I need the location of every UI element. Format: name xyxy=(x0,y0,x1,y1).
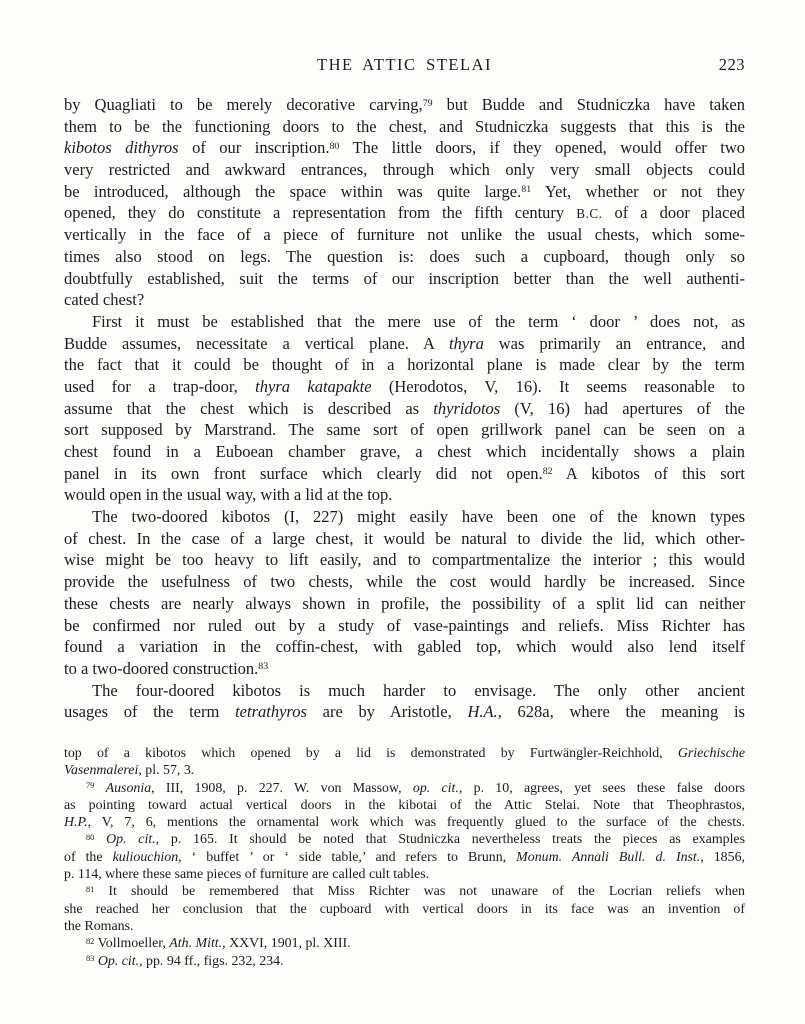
text-run: assume that the chest which is described as xyxy=(64,398,434,418)
text-line xyxy=(64,883,745,900)
text-line xyxy=(64,814,745,831)
text-run: sort supposed by Marstrand. The same sort of open grillwork panel can be seen on a xyxy=(64,420,745,440)
text-line xyxy=(64,901,745,918)
text-line xyxy=(64,615,745,637)
running-title: THE ATTIC STELAI xyxy=(317,55,492,74)
text-line xyxy=(64,780,745,797)
text-run: of chest. In the case of a large chest, it would be natural to divide the lid, which other- xyxy=(64,528,745,548)
text-line xyxy=(64,159,745,181)
paragraph xyxy=(64,883,745,935)
text-line xyxy=(64,224,745,246)
text-run: used for a trap-door, xyxy=(64,376,256,396)
text-line xyxy=(64,246,745,268)
text-run: opened, they do constitute a representation from the fifth century xyxy=(64,203,577,223)
text-line xyxy=(64,636,745,658)
text-run: (V, 16) had apertures of the xyxy=(500,398,745,418)
text-line xyxy=(64,202,745,224)
smallcaps-run: B.C. xyxy=(576,206,603,222)
text-run: , V, 7, 6, mentions the ornamental work which was frequently glued to the surface of the chests. xyxy=(87,815,745,831)
footnote-marker: 83 xyxy=(258,661,269,673)
page-number: 223 xyxy=(718,55,745,74)
footnote-marker: 82 xyxy=(542,466,553,478)
text-line xyxy=(64,354,745,376)
paragraph xyxy=(64,831,745,883)
italic-run: Op. cit. xyxy=(106,832,156,848)
text-run: , p. 10, agrees, yet sees these false doors xyxy=(458,780,745,796)
body-text xyxy=(64,94,745,723)
italic-run: thyra xyxy=(448,333,484,353)
text-run: , 628a, where the meaning is xyxy=(497,702,745,722)
italic-run: H.P. xyxy=(64,815,88,831)
text-run: she reached her conclusion that the cupboard with vertical doors in its face was an invention of xyxy=(64,901,745,917)
text-run: usages of the term xyxy=(64,702,236,722)
text-line xyxy=(64,918,745,935)
text-run: , p. 165. It should be noted that Studniczka nevertheless treats the pieces as examples xyxy=(155,832,745,848)
text-line xyxy=(64,181,745,203)
footnote-marker: 81 xyxy=(86,884,95,894)
text-run: It should be remembered that Miss Richter was not unaware of the Locrian reliefs when xyxy=(94,884,745,900)
running-header xyxy=(64,55,745,77)
text-run: be confirmed nor ruled out by a study of vase-paintings and reliefs. Miss Richter has xyxy=(64,615,745,635)
paragraph xyxy=(64,953,745,970)
text-line xyxy=(64,376,745,398)
text-run: (Herodotos, V, 16). It seems reasonable to xyxy=(371,376,745,396)
text-line xyxy=(64,333,745,355)
paragraph xyxy=(64,680,745,723)
text-run: but Budde and Studniczka have taken xyxy=(432,95,745,114)
text-run: Budde assumes, necessitate a vertical plane. A xyxy=(64,333,449,353)
text-run: , pl. 57, 3. xyxy=(138,763,195,779)
text-run: these chests are nearly always shown in profile, the possibility of a split lid can neither xyxy=(64,593,745,613)
text-run: was primarily an entrance, and xyxy=(483,333,745,353)
paragraph xyxy=(64,506,745,680)
text-run: be introduced, although the space within was quite large. xyxy=(64,181,522,201)
text-line xyxy=(64,398,745,420)
text-run: The little doors, if they opened, would offer two xyxy=(339,138,745,158)
text-line xyxy=(64,484,745,506)
text-line xyxy=(64,849,745,866)
text-run: of a door placed xyxy=(602,203,745,223)
text-line xyxy=(64,593,745,615)
italic-run: Monum. Annali Bull. d. Inst. xyxy=(516,849,701,865)
italic-run: tetrathyros xyxy=(235,702,307,722)
text-run: The four-doored kibotos is much harder to envisage. The only other ancient xyxy=(92,680,745,700)
footnotes-section xyxy=(64,745,745,970)
text-line xyxy=(64,528,745,550)
text-run: panel in its own front surface which clearly did not open. xyxy=(64,463,543,483)
text-run: as pointing toward actual vertical doors in the kibotai of the Attic Stelai. Note that Theophrastos, xyxy=(64,797,745,813)
text-line xyxy=(64,762,745,779)
text-line xyxy=(64,549,745,571)
text-line xyxy=(64,506,745,528)
text-run: Vollmoeller, xyxy=(94,936,170,952)
text-run: them to be the functioning doors to the chest, and Studniczka suggests that this is the xyxy=(64,116,745,136)
text-run: Yet, whether or not they xyxy=(531,181,745,201)
text-run: to a two-doored construction. xyxy=(64,658,259,678)
text-run: A kibotos of this sort xyxy=(552,463,745,483)
text-line xyxy=(64,571,745,593)
text-line xyxy=(64,953,745,970)
text-run: , ‘ buffet ’ or ‘ side table,’ and refers to Brunn, xyxy=(178,849,517,865)
text-run: the Romans. xyxy=(64,918,134,934)
italic-run: kibotos dithyros xyxy=(64,138,179,158)
text-line xyxy=(64,701,745,723)
text-line xyxy=(64,94,745,116)
text-run: doubtfully established, suit the terms of our inscription better than the well authenti- xyxy=(64,268,745,288)
text-line xyxy=(64,116,745,138)
italic-run: Ath. Mitt. xyxy=(169,936,223,952)
paragraph xyxy=(64,745,745,780)
text-run: , pp. 94 ff., figs. 232, 234. xyxy=(139,953,284,969)
text-line xyxy=(64,935,745,952)
paragraph xyxy=(64,94,745,311)
footnote-marker: 81 xyxy=(521,184,532,196)
text-run: are by Aristotle, xyxy=(306,702,468,722)
text-run: of the xyxy=(64,849,113,865)
footnote-marker: 82 xyxy=(86,936,95,946)
text-run: cated chest? xyxy=(64,290,145,310)
text-run: wise might be too heavy to lift easily, and to compartmentalize the interior ; this would xyxy=(64,550,745,570)
paragraph xyxy=(64,935,745,952)
text-run: very restricted and awkward entrances, through which only very small objects could xyxy=(64,160,745,180)
text-run: top of a kibotos which opened by a lid is demonstrated by Furtwängler-Reichhold, xyxy=(64,746,678,761)
text-line xyxy=(64,137,745,159)
italic-run: kuliouchion xyxy=(112,849,179,865)
text-line xyxy=(64,797,745,814)
paragraph xyxy=(64,311,745,506)
footnote-marker: 80 xyxy=(86,832,95,842)
footnote-marker: 79 xyxy=(86,780,95,790)
text-line xyxy=(64,866,745,883)
footnote-marker: 83 xyxy=(86,953,95,963)
text-run: , 1856, xyxy=(700,849,745,865)
italic-run: thyra katapakte xyxy=(255,376,372,396)
italic-run: Op. cit. xyxy=(97,953,140,969)
text-run: , III, 1908, p. 227. W. von Massow, xyxy=(151,780,413,796)
text-run: would open in the usual way, with a lid at the top. xyxy=(64,485,393,505)
text-run xyxy=(94,781,105,796)
text-line xyxy=(64,745,745,762)
text-line xyxy=(64,419,745,441)
text-run: p. 114, where these same pieces of furniture are called cult tables. xyxy=(64,867,430,883)
text-run: The two-doored kibotos (I, 227) might easily have been one of the known types xyxy=(92,507,745,527)
italic-run: Vasenmalerei xyxy=(64,763,139,779)
text-run: of our inscription. xyxy=(178,138,330,158)
text-line xyxy=(64,658,745,680)
text-run xyxy=(94,832,106,847)
text-line xyxy=(64,289,745,311)
paragraph xyxy=(64,780,745,832)
italic-run: thyridotos xyxy=(433,398,501,418)
italic-run: Griechische xyxy=(677,746,745,761)
italic-run: op. cit. xyxy=(412,780,459,796)
text-line xyxy=(64,268,745,290)
text-run: vertically in the face of a piece of furniture not unlike the usual chests, which some- xyxy=(64,225,745,245)
text-run: the fact that it could be thought of in a horizontal plane is made clear by the term xyxy=(64,355,745,375)
text-run: chest found in a Euboean chamber grave, a chest which incidentally shows a plain xyxy=(64,442,745,461)
text-run: provide the usefulness of two chests, while the cost would hardly be increased. Since xyxy=(64,572,745,592)
italic-run: H.A. xyxy=(467,702,498,722)
text-run: , XXVI, 1901, pl. XIII. xyxy=(222,936,351,952)
text-run: First it must be established that the mere use of the term ‘ door ’ does not, as xyxy=(92,311,745,331)
text-run: by Quagliati to be merely decorative carving, xyxy=(64,95,423,114)
text-line xyxy=(64,311,745,333)
text-line xyxy=(64,441,745,463)
footnote-marker: 79 xyxy=(422,97,433,109)
text-run: times also stood on legs. The question is: does such a cupboard, though only so xyxy=(64,246,745,266)
footnote-marker: 80 xyxy=(329,140,340,152)
italic-run: Ausonia xyxy=(105,780,152,796)
text-line xyxy=(64,831,745,848)
text-run: found a variation in the coffin-chest, with gabled top, which would also lend itself xyxy=(64,637,745,657)
text-line xyxy=(64,463,745,485)
text-line xyxy=(64,680,745,702)
